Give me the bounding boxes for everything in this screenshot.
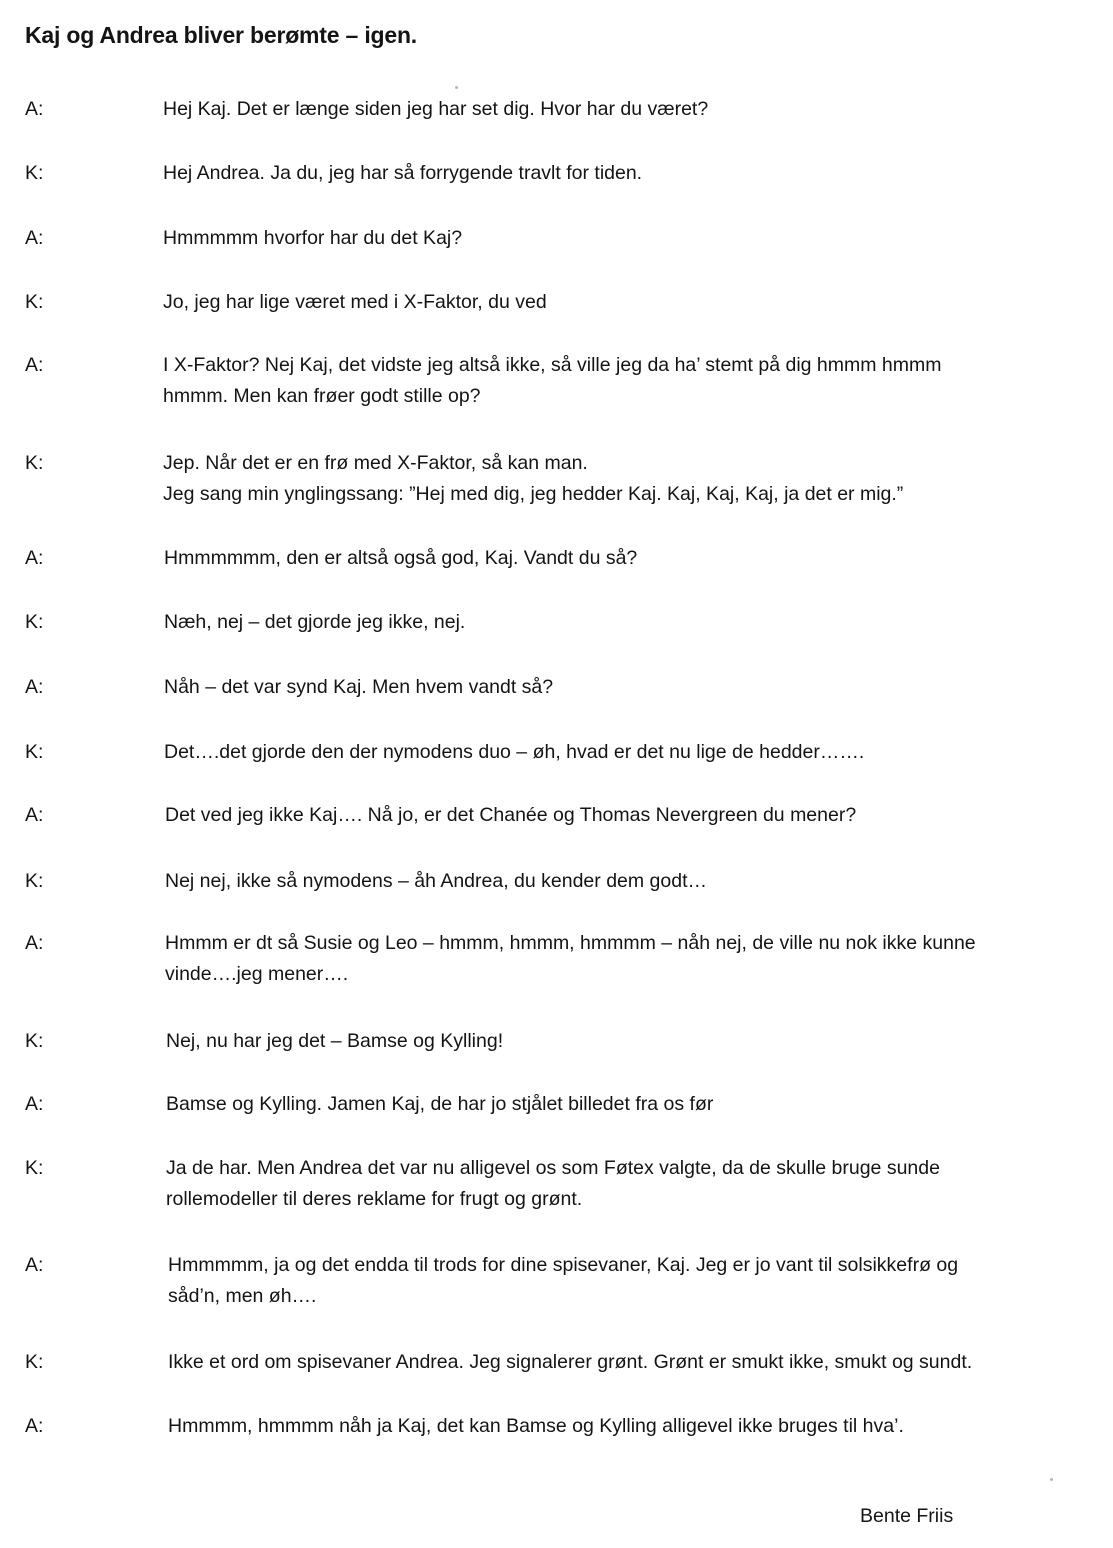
speaker-label: A: xyxy=(25,98,44,120)
dialogue-text: Hmmm er dt så Susie og Leo – hmmm, hmmm, hmmmm – nåh nej, de ville nu nok ikke kunne vinde….jeg mener…. xyxy=(165,932,976,985)
document-title: Kaj og Andrea bliver berømte – igen. xyxy=(25,22,417,48)
dialogue-text: Hmmmmmm, den er altså også god, Kaj. Vandt du så? xyxy=(164,547,638,569)
scan-speck xyxy=(1050,1478,1053,1481)
dialogue-text: Jep. Når det er en frø med X-Faktor, så kan man. Jeg sang min ynglingssang: ”Hej med dig, jeg hedder Kaj. Kaj, Kaj, Kaj, ja det er mig.” xyxy=(163,452,904,505)
dialogue-text: Nej, nu har jeg det – Bamse og Kylling! xyxy=(166,1030,504,1052)
speaker-label: A: xyxy=(25,547,44,569)
speaker-label: A: xyxy=(25,227,44,249)
speaker-label: A: xyxy=(25,1415,44,1437)
dialogue-text: Næh, nej – det gjorde jeg ikke, nej. xyxy=(164,611,466,633)
dialogue-text: Det ved jeg ikke Kaj…. Nå jo, er det Chanée og Thomas Nevergreen du mener? xyxy=(165,804,857,826)
dialogue-text: Ikke et ord om spisevaner Andrea. Jeg signalerer grønt. Grønt er smukt ikke, smukt og sundt. xyxy=(168,1351,973,1373)
speaker-label: A: xyxy=(25,354,44,376)
dialogue-text: Nej nej, ikke så nymodens – åh Andrea, du kender dem godt… xyxy=(165,870,707,892)
speaker-label: A: xyxy=(25,932,44,954)
speaker-label: A: xyxy=(25,1254,44,1276)
speaker-label: K: xyxy=(25,870,44,892)
speaker-label: A: xyxy=(25,804,44,826)
speaker-label: A: xyxy=(25,676,44,698)
speaker-label: K: xyxy=(25,1351,44,1373)
speaker-label: K: xyxy=(25,1157,44,1179)
speaker-label: K: xyxy=(25,611,44,633)
speaker-label: K: xyxy=(25,1030,44,1052)
dialogue-text: Ja de har. Men Andrea det var nu alligevel os som Føtex valgte, da de skulle bruge sunde rollemodeller til deres reklame for frugt og grønt. xyxy=(166,1157,940,1210)
dialogue-text: Bamse og Kylling. Jamen Kaj, de har jo stjålet billedet fra os før xyxy=(166,1093,714,1115)
dialogue-text: Jo, jeg har lige været med i X-Faktor, du ved xyxy=(163,291,547,313)
speaker-label: K: xyxy=(25,291,44,313)
speaker-label: K: xyxy=(25,162,44,184)
dialogue-text: Hmmmm, hmmmm nåh ja Kaj, det kan Bamse og Kylling alligevel ikke bruges til hva’. xyxy=(168,1415,904,1437)
dialogue-text: Hmmmmm hvorfor har du det Kaj? xyxy=(163,227,463,249)
scan-speck xyxy=(455,86,458,89)
speaker-label: A: xyxy=(25,1093,44,1115)
signature: Bente Friis xyxy=(860,1505,954,1527)
dialogue-text: Hej Kaj. Det er længe siden jeg har set dig. Hvor har du været? xyxy=(163,98,709,120)
speaker-label: K: xyxy=(25,452,44,474)
dialogue-text: I X-Faktor? Nej Kaj, det vidste jeg altså ikke, så ville jeg da ha’ stemt på dig hmmm hmmm hmmm. Men kan frøer godt stille op? xyxy=(163,354,942,407)
dialogue-text: Det….det gjorde den der nymodens duo – øh, hvad er det nu lige de hedder……. xyxy=(164,741,865,763)
dialogue-text: Hmmmmm, ja og det endda til trods for dine spisevaner, Kaj. Jeg er jo vant til solsikkefrø og såd’n, men øh…. xyxy=(168,1254,959,1307)
dialogue-text: Hej Andrea. Ja du, jeg har så forrygende travlt for tiden. xyxy=(163,162,643,184)
dialogue-text: Nåh – det var synd Kaj. Men hvem vandt så? xyxy=(164,676,554,698)
speaker-label: K: xyxy=(25,741,44,763)
